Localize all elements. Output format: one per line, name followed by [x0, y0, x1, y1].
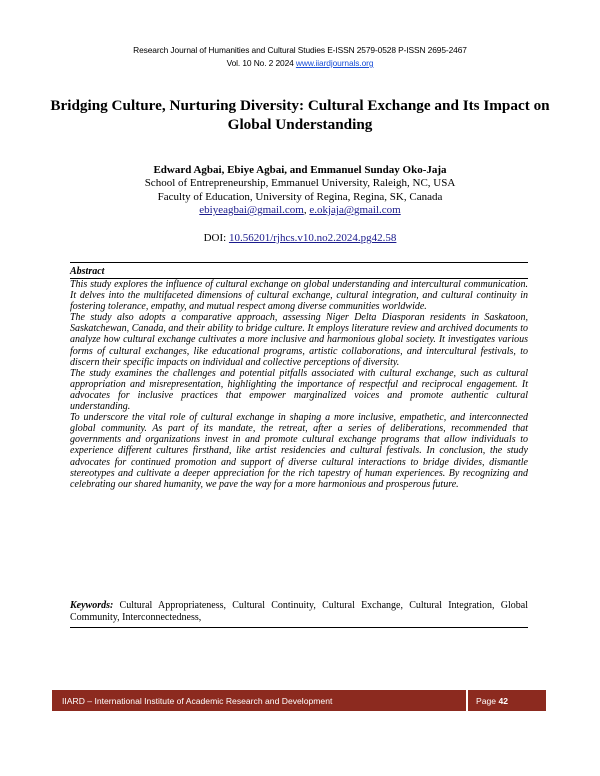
doi-label: DOI:	[203, 232, 229, 244]
abstract-paragraph: The study also adopts a comparative approach, assessing Niger Delta Diasporan residents in Saskatoon, Saskatchewan, Canada, and their ability to bridge culture. It employs literature review and archived documents to analyze how cultural exchange cultivates a more inclusive and harmonious global society. It investigates various forms of cultural exchanges, like educational programs, artistic collaborations, and intercultural festivals, to discern their specific impacts on individual and collective perceptions of diversity.	[70, 312, 528, 368]
email-link-2[interactable]: e.okjaja@gmail.com	[309, 204, 401, 217]
abstract-paragraph: The study examines the challenges and potential pitfalls associated with cultural exchange, such as cultural appropriation and misrepresentation, highlighting the importance of respectful and reciprocal engagement. It advocates for inclusive practices that empower marginalized voices and promote authentic cultural understanding.	[70, 367, 528, 413]
journal-website-link[interactable]: www.iiardjournals.org	[295, 58, 374, 68]
keywords-list: Cultural Appropriateness, Cultural Continuity, Cultural Exchange, Cultural Integration, Global Community, Interconnectedness,	[70, 600, 528, 623]
volume-line	[0, 57, 600, 70]
footer-organization: IIARD – International Institute of Academic Research and Development	[62, 695, 333, 706]
volume-info: Vol. 10 No. 2 2024	[226, 58, 296, 68]
page-footer	[52, 690, 546, 711]
author-emails	[40, 204, 560, 217]
keywords-label: Keywords:	[70, 600, 114, 611]
journal-info-line: Research Journal of Humanities and Cultural Studies E-ISSN 2579-0528 P-ISSN 2695-2467	[133, 45, 467, 55]
doi-link[interactable]: 10.56201/rjhcs.v10.no2.2024.pg42.58	[228, 232, 397, 244]
abstract-paragraph: To underscore the vital role of cultural exchange in shaping a more inclusive, empathetic, and interconnected global community. As part of its mandate, the retreat, after a series of deliberations, recommended that governments and organizations invest in and promote cultural exchange programs that allow individuals to experience different cultures firsthand, like artist residencies and cultural festivals. In conclusion, the study advocates for continued promotion and support of diverse cultural interactions to bridge divides, dismantle stereotypes and cultivate a deeper appreciation for the rich tapestry of human experiences. By recognizing and celebrating our shared humanity, we pave the way for a more harmonious and prosperous future.	[70, 412, 528, 490]
abstract-heading: Abstract	[70, 266, 105, 277]
page-number: 42	[498, 695, 509, 706]
abstract-top-rule	[70, 262, 528, 263]
abstract-paragraph: This study explores the influence of cultural exchange on global understanding and intercultural communication. It delves into the multifaceted dimensions of cultural exchange, cultural integration, and cultural continuity in fostering tolerance, empathy, and mutual respect among diverse communities worldwide.	[70, 279, 528, 313]
page-label: Page	[476, 695, 499, 706]
keywords	[70, 600, 528, 624]
email-separator: ,	[303, 204, 310, 217]
abstract-body	[70, 279, 528, 490]
author-block	[40, 164, 560, 218]
journal-header	[0, 44, 600, 70]
affiliation-1: School of Entrepreneurship, Emmanuel University, Raleigh, NC, USA	[144, 177, 456, 190]
paper-title: Bridging Culture, Nurturing Diversity: Cultural Exchange and Its Impact on Global Understanding	[50, 97, 550, 133]
footer-page	[468, 696, 546, 706]
doi-line	[40, 232, 560, 244]
email-link-1[interactable]: ebiyeagbai@gmail.com	[199, 204, 304, 217]
affiliation-2: Faculty of Education, University of Regina, Regina, SK, Canada	[157, 190, 443, 203]
keywords-bottom-rule	[70, 627, 528, 628]
author-names: Edward Agbai, Ebiye Agbai, and Emmanuel Sunday Oko-Jaja	[153, 164, 447, 176]
